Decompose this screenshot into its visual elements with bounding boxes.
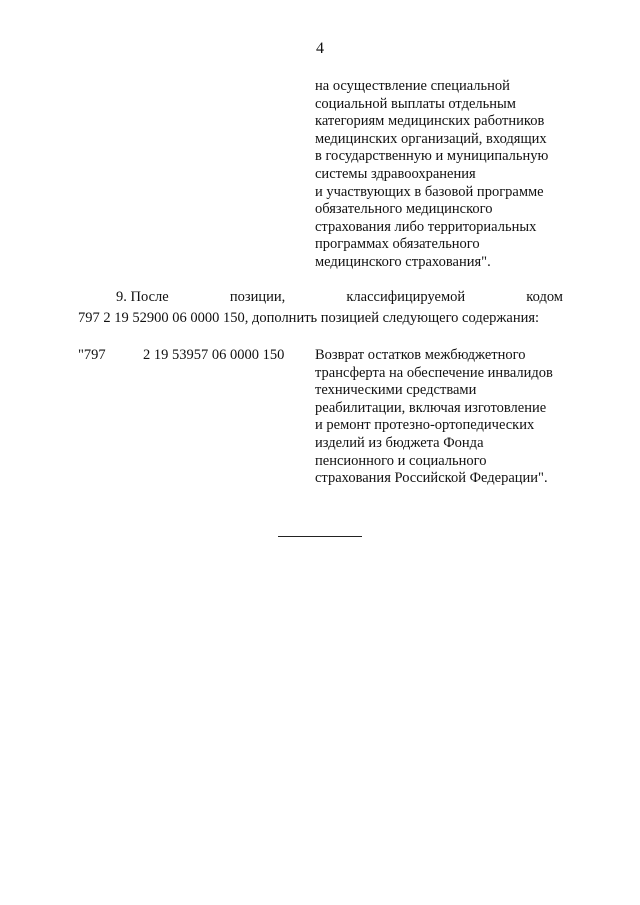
classification-code: 2 19 53957 06 0000 150 (143, 347, 285, 363)
purpose-line: медицинских организаций, входящих (315, 130, 547, 147)
description-line: изделий из бюджета Фонда (315, 434, 484, 451)
description-line: пенсионного и социального (315, 452, 487, 469)
item-9-word: 9. После (116, 289, 169, 305)
new-position-description (315, 347, 605, 488)
purpose-line: программах обязательного (315, 236, 480, 253)
purpose-line: в государственную и муниципальную (315, 148, 549, 165)
item-9-word: позиции, (229, 289, 286, 305)
description-line: техническими средствами (315, 382, 477, 399)
purpose-line: на осуществление специальной (315, 78, 510, 94)
purpose-line: и участвующих в базовой программе (315, 183, 544, 200)
page-number: 4 (316, 40, 324, 57)
purpose-line: категориям медицинских работников (315, 113, 545, 130)
description-line: страхования Российской Федерации". (315, 470, 548, 487)
description-line: реабилитации, включая изготовление (315, 399, 547, 416)
purpose-text-block (315, 78, 605, 272)
purpose-line: системы здравоохранения (315, 165, 476, 182)
description-line: Возврат остатков межбюджетного (315, 347, 526, 363)
purpose-line: медицинского страхования". (315, 253, 491, 270)
purpose-line: обязательного медицинского (315, 201, 493, 218)
item-9-second-line: 797 2 19 52900 06 0000 150, дополнить позицией следующего содержания: (78, 310, 540, 326)
description-line: и ремонт протезно-ортопедических (315, 417, 535, 434)
description-line: трансферта на обеспечение инвалидов (315, 364, 553, 381)
purpose-line: социальной выплаты отдельным (315, 95, 516, 112)
item-9-first-line (78, 289, 563, 307)
document-end-rule (278, 536, 362, 537)
purpose-line: страхования либо территориальных (315, 218, 537, 235)
item-9-word: классифицируемой (346, 289, 466, 305)
item-9-word: кодом (526, 289, 563, 305)
admin-code: "797 (78, 347, 106, 363)
